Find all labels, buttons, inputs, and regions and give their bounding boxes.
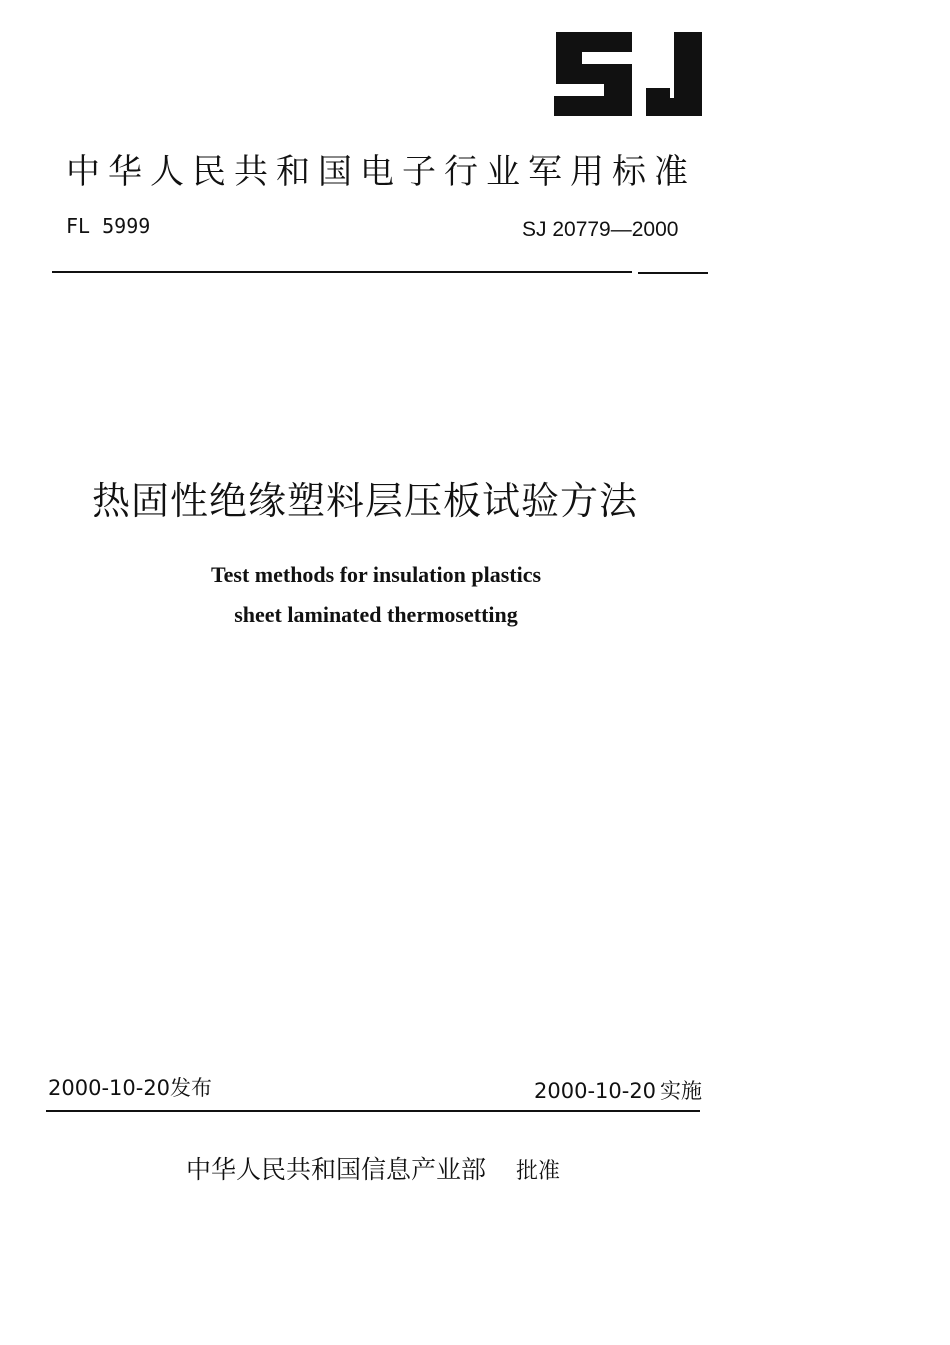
document-title-en-line1: Test methods for insulation plastics — [210, 562, 542, 587]
header-divider-tail — [638, 272, 708, 274]
standard-title: 中华人民共和国电子行业军用标准 — [66, 152, 696, 192]
issue-label: 发布 — [170, 1076, 213, 1100]
fl-code: FL 5999 — [66, 214, 151, 238]
implement-date: 2000-10-20 — [534, 1079, 657, 1103]
implement-label: 实施 — [660, 1079, 703, 1103]
approval-label: 批准 — [516, 1159, 561, 1184]
standard-number: SJ 20779—2000 — [522, 218, 679, 241]
issue-info — [48, 1072, 212, 1102]
sj-logo-graphic — [550, 28, 710, 120]
footer-divider — [46, 1110, 700, 1112]
issuing-authority: 中华人民共和国信息产业部 — [186, 1155, 487, 1184]
document-title-en-line2: sheet laminated thermosetting — [234, 602, 518, 627]
implement-info — [534, 1075, 702, 1105]
document-title-cn: 热固性绝缘塑料层压板试验方法 — [92, 479, 639, 523]
header-divider — [52, 271, 632, 273]
sj-logo — [550, 28, 710, 120]
issue-date: 2000-10-20 — [48, 1076, 171, 1100]
